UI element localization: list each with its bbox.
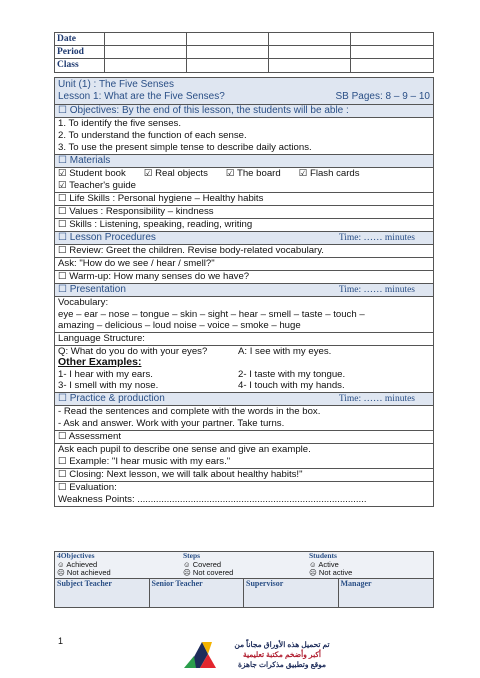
supervisor-field[interactable]: Supervisor (244, 579, 339, 607)
vocab-line: amazing – delicious – loud noise – voice – smoke – huge (58, 320, 301, 331)
page-number: 1 (58, 636, 64, 646)
example: 4- I touch with my hands. (238, 380, 345, 391)
active-option[interactable]: ☺ Active (309, 559, 339, 569)
sb-pages: SB Pages: 8 – 9 – 10 (335, 91, 430, 102)
other-examples-label: Other Examples: (58, 356, 142, 368)
vocabulary (54, 297, 434, 333)
closing: ☐ Closing: Next lesson, we will talk about healthy habits!" (54, 469, 434, 482)
example: 3- I smell with my nose. (58, 380, 159, 391)
header-table (54, 32, 434, 73)
promo-text: تم تحميل هذه الأوراق مجاناً من أكبر وأضخم مكتبة تعليمية موقع وتطبيق مذكرات جاهزة (234, 640, 330, 669)
time-field: Time: …… minutes (338, 233, 415, 243)
unit-header (54, 77, 434, 105)
answer: A: I see with my eyes. (238, 345, 332, 357)
lesson-plan-sheet (54, 32, 434, 507)
time-field: Time: …… minutes (338, 285, 415, 295)
material-item: ☑ The board (225, 168, 281, 179)
warmup: ☐ Warm-up: How many senses do we have? (54, 271, 434, 284)
review: ☐ Review: Greet the children. Revise body-related vocabulary. (54, 245, 434, 258)
achieved-option[interactable]: ☺ Achieved (57, 559, 98, 569)
date-label: Date (55, 33, 105, 46)
materials-heading: ☐ Materials (54, 155, 434, 168)
material-item: ☑ Real objects (143, 168, 208, 179)
assessment-text: Ask each pupil to describe one sense and give an example. ☐ Example: "I hear music with my ears." (54, 444, 434, 469)
weakness-points: Weakness Points: ...................................................................................... (58, 493, 367, 505)
manager-field[interactable]: Manager (340, 578, 372, 588)
material-item: ☑ Flash cards (298, 168, 360, 179)
steps-col-header: Steps (183, 551, 201, 560)
site-logo-icon (178, 638, 226, 672)
material-item: ☑ Student book (58, 168, 126, 179)
structure-label: Language Structure: (54, 333, 434, 346)
period-label: Period (55, 46, 105, 59)
not-achieved-option[interactable]: ☹ Not achieved (57, 568, 111, 577)
life-skills: ☐ Life Skills : Personal hygiene – Healthy habits (54, 193, 434, 206)
not-covered-option[interactable]: ☹ Not covered (183, 568, 234, 577)
unit-title: Unit (1) : The Five Senses (58, 79, 174, 90)
not-active-option[interactable]: ☹ Not active (309, 568, 353, 577)
objectives-list (54, 118, 434, 155)
senior-teacher-field[interactable]: Senior Teacher (150, 579, 245, 607)
objective-item: 3. To use the present simple tense to describe daily actions. (58, 142, 312, 153)
example: 2- I taste with my tongue. (238, 368, 346, 380)
materials-list (54, 168, 434, 193)
students-col-header: Students (309, 551, 337, 560)
class-label: Class (55, 59, 105, 72)
practice-lines: - Read the sentences and complete with the words in the box. - Ask and answer. Work with your partner. Take turns. (54, 406, 434, 431)
values: ☐ Values : Responsibility – kindness (54, 206, 434, 219)
practice-heading: ☐ Practice & production Time: …… minutes (54, 393, 434, 406)
footer-table (54, 551, 434, 608)
structure-examples (54, 346, 434, 393)
objectives-col-header: 4Objectives (57, 551, 95, 560)
material-item: ☑ Teacher's guide (58, 180, 136, 191)
objectives-heading: ☐ Objectives: By the end of this lesson, the students will be able : (54, 105, 434, 118)
objective-item: 2. To understand the function of each sense. (58, 130, 247, 141)
procedures-heading: ☐ Lesson Procedures Time: …… minutes (54, 232, 434, 245)
vocab-line: eye – ear – nose – tongue – skin – sight – hear – smell – taste – touch – (58, 308, 365, 320)
example: 1- I hear with my ears. (58, 368, 153, 380)
subject-teacher-field[interactable]: Subject Teacher (55, 579, 150, 607)
ask: Ask: "How do we see / hear / smell?" (54, 258, 434, 271)
presentation-heading: ☐ Presentation Time: …… minutes (54, 284, 434, 297)
evaluation: ☐ Evaluation: Weakness Points: ...................................................................................... (54, 482, 434, 507)
objective-item: 1. To identify the five senses. (58, 118, 182, 129)
question: Q: What do you do with your eyes? (58, 345, 208, 357)
vocab-label: Vocabulary: (58, 297, 109, 308)
assessment-label: ☐ Assessment (54, 431, 434, 444)
skills: ☐ Skills : Listening, speaking, reading, writing (54, 219, 434, 232)
time-field: Time: …… minutes (338, 393, 415, 404)
covered-option[interactable]: ☺ Covered (183, 559, 222, 569)
lesson-title: Lesson 1: What are the Five Senses? (58, 91, 225, 102)
